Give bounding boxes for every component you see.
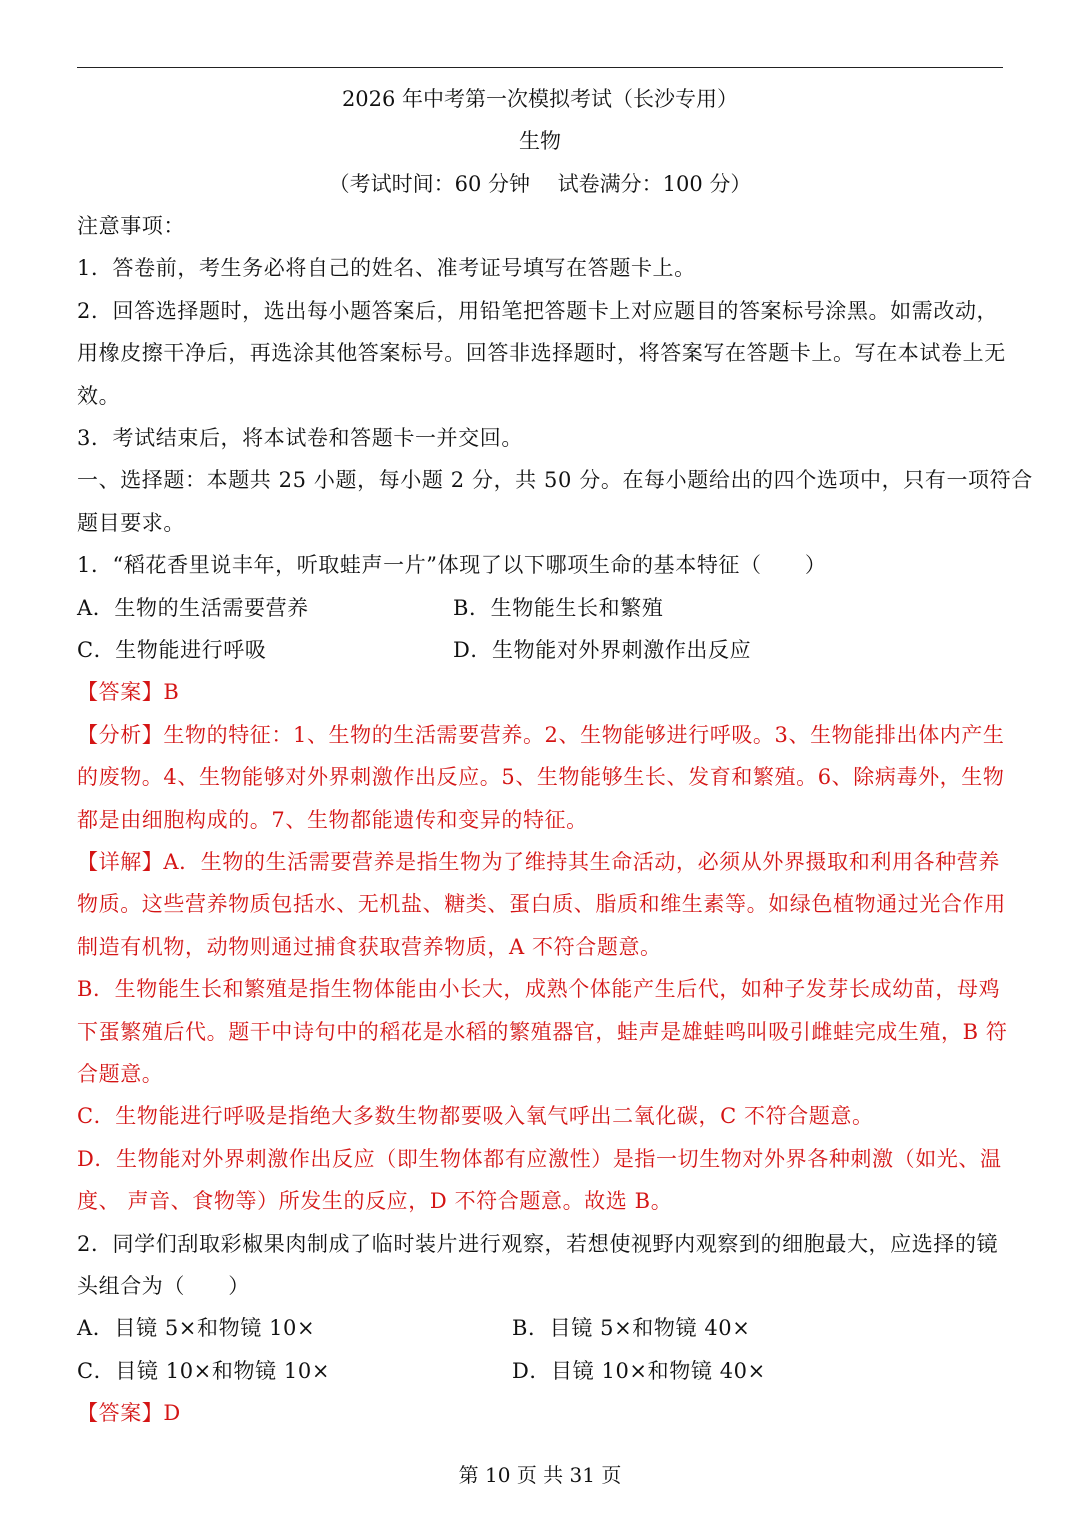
question-2-option-c: C．目镜 10×和物镜 10× — [77, 1359, 331, 1383]
question-1-detail: 【详解】A．生物的生活需要营养是指生物为了维持其生命活动，必须从外界摄取和利用各种营养 — [77, 850, 1000, 874]
question-1-analysis: 的废物。4、生物能够对外界刺激作出反应。5、生物能够生长、发育和繁殖。6、除病毒外，生物 — [77, 765, 1005, 789]
notice-heading: 注意事项： — [77, 214, 185, 238]
section-heading: 题目要求。 — [77, 511, 185, 535]
question-1-answer: 【答案】B — [77, 680, 180, 704]
question-2-stem: 头组合为（ ） — [77, 1274, 250, 1298]
question-1-detail: 度、 声音、食物等）所发生的反应，D 不符合题意。故选 B。 — [77, 1189, 673, 1213]
question-2-option-b: B．目镜 5×和物镜 40× — [512, 1316, 751, 1340]
subject-title: 生物 — [519, 129, 561, 153]
question-1-option-b: B．生物能生长和繁殖 — [453, 596, 664, 620]
question-1-option-c: C．生物能进行呼吸 — [77, 638, 267, 662]
question-1-option-a: A．生物的生活需要营养 — [77, 596, 309, 620]
question-2-option-d: D．目镜 10×和物镜 40× — [512, 1359, 766, 1383]
question-2-answer: 【答案】D — [77, 1401, 181, 1425]
notice-item: 3．考试结束后，将本试卷和答题卡一并交回。 — [77, 426, 523, 450]
question-2-option-a: A．目镜 5×和物镜 10× — [77, 1316, 316, 1340]
question-1-detail: D．生物能对外界刺激作出反应（即生物体都有应激性）是指一切生物对外界各种刺激（如光、温 — [77, 1147, 1002, 1171]
question-1-analysis: 都是由细胞构成的。7、生物都能遗传和变异的特征。 — [77, 808, 588, 832]
notice-item: 1．答卷前，考生务必将自己的姓名、准考证号填写在答题卡上。 — [77, 256, 696, 280]
question-1-detail: C．生物能进行呼吸是指绝大多数生物都要吸入氧气呼出二氧化碳，C 不符合题意。 — [77, 1104, 874, 1128]
question-1-detail: 下蛋繁殖后代。题干中诗句中的稻花是水稻的繁殖器官，蛙声是雄蛙鸣叫吸引雌蛙完成生殖，B 符 — [77, 1020, 1008, 1044]
question-1-stem: 1．“稻花香里说丰年，听取蛙声一片”体现了以下哪项生命的基本特征（ ） — [77, 553, 827, 577]
question-2-stem: 2．同学们刮取彩椒果肉制成了临时装片进行观察，若想使视野内观察到的细胞最大，应选择的镜 — [77, 1232, 999, 1256]
exam-title: 2026 年中考第一次模拟考试（长沙专用） — [341, 87, 739, 111]
section-heading: 一、选择题：本题共 25 小题，每小题 2 分，共 50 分。在每小题给出的四个选项中，只有一项符合 — [77, 468, 1033, 492]
question-1-detail: 制造有机物，动物则通过捕食获取营养物质，A 不符合题意。 — [77, 935, 662, 959]
question-1-detail: 合题意。 — [77, 1062, 164, 1086]
header-rule — [77, 67, 1003, 68]
page-number: 第 10 页 共 31 页 — [458, 1463, 622, 1487]
question-1-option-d: D．生物能对外界刺激作出反应 — [453, 638, 752, 662]
exam-info: （考试时间：60 分钟 试卷满分：100 分） — [328, 172, 752, 196]
question-1-detail: B．生物能生长和繁殖是指生物体能由小长大，成熟个体能产生后代，如种子发芽长成幼苗，母鸡 — [77, 977, 1001, 1001]
page-footer — [0, 1460, 1080, 1490]
notice-item: 2．回答选择题时，选出每小题答案后，用铅笔把答题卡上对应题目的答案标号涂黑。如需改动， — [77, 299, 999, 323]
notice-item: 效。 — [77, 384, 121, 408]
question-1-analysis: 【分析】生物的特征：1、生物的生活需要营养。2、生物能够进行呼吸。3、生物能排出体内产生 — [77, 723, 1005, 747]
notice-item: 用橡皮擦干净后，再选涂其他答案标号。回答非选择题时，将答案写在答题卡上。写在本试卷上无 — [77, 341, 1006, 365]
question-1-detail: 物质。这些营养物质包括水、无机盐、糖类、蛋白质、脂质和维生素等。如绿色植物通过光合作用 — [77, 892, 1006, 916]
